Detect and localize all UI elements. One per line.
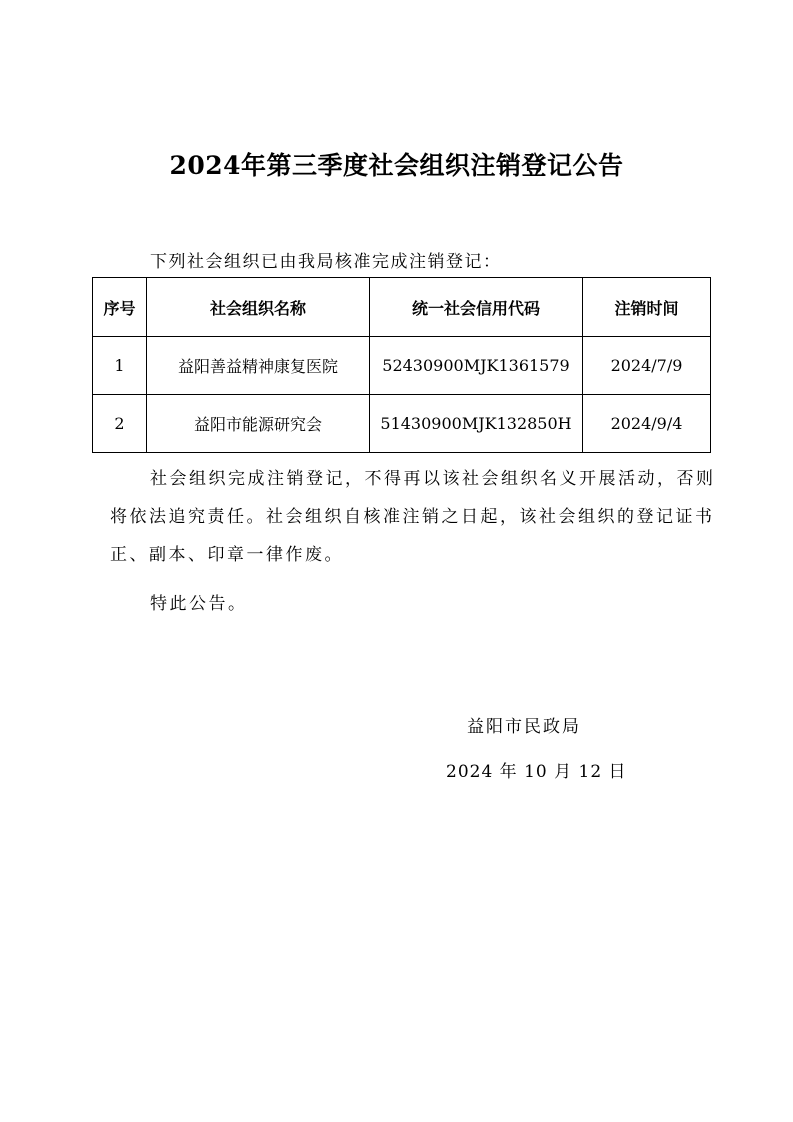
cell-index: 2 [93,395,147,453]
cell-index: 1 [93,337,147,395]
header-credit-code: 统一社会信用代码 [370,278,583,337]
intro-text: 下列社会组织已由我局核准完成注销登记： [150,252,502,272]
cell-org-name: 益阳市能源研究会 [147,395,370,453]
header-deregistration-date: 注销时间 [583,278,711,337]
header-org-name: 社会组织名称 [147,278,370,337]
issue-date: 2024 年 10 月 12 日 [446,762,627,782]
cell-credit-code: 51430900MJK132850H [370,395,583,453]
deregistration-table [92,277,711,453]
table-row [93,337,711,395]
closing-paragraph: 特此公告。 [150,594,248,614]
notice-paragraph: 社会组织完成注销登记，不得再以该社会组织名义开展活动，否则将依法追究责任。社会组织自核准注销之日起，该社会组织的登记证书正、副本、印章一律作废。 [110,469,716,565]
cell-date: 2024/7/9 [583,337,711,395]
cell-credit-code: 52430900MJK1361579 [370,337,583,395]
header-index: 序号 [93,278,147,337]
page-title: 2024年第三季度社会组织注销登记公告 [169,151,624,180]
issuing-authority: 益阳市民政局 [467,717,581,737]
cell-org-name: 益阳善益精神康复医院 [147,337,370,395]
table-header-row [93,278,711,337]
cell-date: 2024/9/4 [583,395,711,453]
table-row [93,395,711,453]
